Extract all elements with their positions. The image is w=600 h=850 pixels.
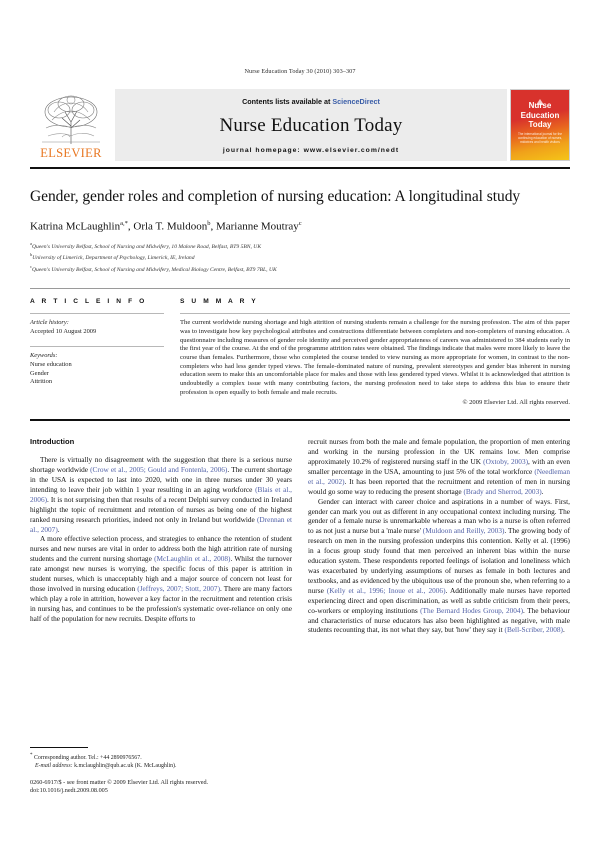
keyword-item: Gender	[30, 369, 49, 377]
sciencedirect-link[interactable]: ScienceDirect	[332, 97, 380, 106]
summary-column	[180, 298, 570, 406]
cover-title-line2: Education	[520, 110, 560, 120]
affiliation-text: Queen's University Belfast, School of Nursing and Midwifery, Medical Biology Centre, Belfast, BT9 7BL, UK	[31, 266, 277, 273]
email-value[interactable]: k.mclaughlin@qub.ac.uk (K. McLaughlin).	[74, 762, 177, 769]
summary-divider	[180, 313, 570, 314]
article-info-divider	[30, 313, 164, 314]
contents-prefix-text: Contents lists available at	[242, 97, 333, 106]
affiliation-marker: c	[30, 263, 32, 269]
author-affil-marker: a,*	[120, 220, 128, 228]
journal-homepage-link[interactable]: journal homepage: www.elsevier.com/nedt	[222, 147, 400, 154]
issn-block	[30, 779, 292, 796]
article-info-heading: A R T I C L E I N F O	[30, 298, 147, 306]
author-name: Orla T. Muldoon	[133, 220, 208, 233]
section-heading-introduction: Introduction	[30, 437, 75, 447]
journal-cover-thumbnail	[510, 89, 570, 161]
author-name: Katrina McLaughlin	[30, 220, 121, 233]
keyword-item: Attrition	[30, 378, 53, 386]
affiliation-text: University of Limerick, Department of Psychology, Limerick, IE, Ireland	[32, 255, 195, 262]
article-info-column	[30, 298, 180, 406]
keywords-label: Keywords:	[30, 352, 58, 360]
journal-banner	[115, 89, 507, 161]
journal-masthead	[30, 89, 570, 161]
info-summary-section	[30, 289, 570, 406]
author-list: Katrina McLaughlin$^{a,*}$, Orla T. Muldoon$^b$, Marianne Moutray$^c$	[30, 220, 302, 233]
email-label: E-mail address:	[35, 762, 73, 769]
email-note	[30, 762, 292, 770]
author-name: Marianne Moutray	[215, 220, 299, 233]
article-history-value: Accepted 10 August 2009	[30, 327, 97, 335]
doi-line[interactable]: doi:10.1016/j.nedt.2009.08.005	[30, 786, 108, 794]
author-affil-marker: c	[298, 220, 302, 228]
summary-heading: S U M M A R Y	[180, 298, 259, 306]
keyword-item: Nurse education	[30, 360, 72, 368]
affiliation-item	[30, 240, 570, 251]
abstract-text: The current worldwide nursing shortage and high attrition of nursing students remain a challenge for the nursing profession. The aim of this paper was to investigate how key psychological attributes and constructions differentiate between completers and non-completers of nursing education. A questionnaire including measures of gender role identity and perceived gender appropriateness of careers was administered to 384 students early in the first year of the course. At the end of the programme attrition rates were obtained. The findings indicate that males were more likely to leave the course than females. Furthermore, those who completed the course tended to view nursing as more appropriate for women, in contrast to the non-completers who had less gender typed views. The female-dominated nature of nursing, prevalent stereotypes and gender bias inherent in nursing education seem to make this an uncomfortable place for males and those with less gendered typed views. Whilst it is acknowledged that attrition is undoubtedly a complex issue with many contributing factors, the nursing profession need to take steps to address this bias to ensure their profession is open equally to both female and male recruits.	[180, 319, 570, 396]
affiliation-marker: b	[30, 252, 33, 258]
page-title: Gender, gender roles and completion of nursing education: A longitudinal study	[30, 188, 521, 206]
affiliation-item	[30, 251, 570, 262]
issn-line: 0260-6917/$ - see front matter © 2009 Elsevier Ltd. All rights reserved.	[30, 778, 209, 786]
cover-title-line3: Today	[528, 120, 552, 129]
running-head: Nurse Education Today 30 (2010) 303–307	[244, 68, 356, 75]
affiliation-list	[30, 240, 570, 274]
cover-title	[511, 101, 569, 130]
footnote-marker: *	[30, 752, 33, 758]
body-paragraph: recruit nurses from both the male and female population, the proportion of men entering and working in the nursing profession in the UK remains low. Men comprise approximately 10.2% of registered nursing staff in the UK (Oxtoby, 2003), with an even smaller percentage in the USA, amounting to just 5% of the total workforce (Needleman et al., 2002). It has been reported that the recruitment and retention of men in nursing would go some way to reducing the present shortage (Brady and Sherrod, 2003).	[308, 437, 570, 496]
cover-logo-icon	[511, 92, 569, 99]
elsevier-tree-icon	[32, 92, 110, 147]
cover-subtitle: The international journal for the continuing education of nurses, midwives and health visitors	[517, 132, 563, 144]
body-columns	[30, 437, 571, 794]
contents-lists-line	[242, 97, 380, 106]
footnote-rule	[30, 747, 88, 748]
body-section-rule	[30, 419, 570, 421]
elsevier-wordmark: ELSEVIER	[40, 146, 102, 160]
body-paragraph: A more effective selection process, and strategies to enhance the retention of student nurses and new nurses are vital in order to address both the high attrition rate of nursing students and the current nursing shortage (McLaughlin et al., 2008). Whilst the turnover rate amongst new nurses is worrying, the specific focus of this paper is attrition in student nurses, which is unacceptably high and a major source of concern not least for those involved in nursing education (Jeffreys, 2007; Stott, 2007). There are many factors which play a role in attrition, however a key factor in the recruitment and retention crisis in nursing has, and continues to be the profession's systematic over-reliance on only one half of the population for new recruits. Despite efforts to	[30, 534, 292, 623]
cover-title-line1: Nurse	[528, 101, 552, 110]
affiliation-text: Queen's University Belfast, School of Nursing and Midwifery, 10 Malone Road, Belfast, BT9 5BN, UK	[31, 243, 262, 250]
body-paragraph: Gender can interact with career choice and aspirations in a number of ways. First, gender can mark you out as different in any occupational context including nursing. The gender of a female nurse is unremarkable whereas a man who is a nurse is often referred to as not just a nurse but a 'male nurse' (Muldoon and Reilly, 2003). The growing body of research on men in the nursing profession underpins this contention. Kelly et al. (1996) in a focus group study found that men perceived an inherent bias within the nurse education system. These respondents reported feelings of isolation and loneliness which was exacerbated by underlying assumptions of nurses as female in both lectures and textbooks, and as evidenced by the ubiquitous use of the pronoun she, when referring to a nurse (Kelly et al., 1996; Inoue et al., 2006). Additionally male nurses have reported experiencing direct and open discrimination, as well as subtle criticism from their peers, co-workers or employing institutions (The Bernard Hodes Group, 2004). The behaviour and characteristics of nurse educators has also been highlighted as negative, with male students recounting that, its not what they say, but 'how' they say it (Bell-Scriber, 2008).	[308, 496, 571, 635]
journal-title: Nurse Education Today	[219, 115, 403, 136]
article-history-label: Article history:	[30, 319, 69, 327]
copyright-line: © 2009 Elsevier Ltd. All rights reserved.	[462, 399, 570, 407]
keywords-block	[30, 352, 164, 386]
elsevier-logo	[30, 89, 112, 161]
title-block	[30, 187, 570, 274]
affiliation-marker: a	[30, 240, 32, 246]
body-column-right	[308, 437, 570, 635]
corresponding-author-text: Corresponding author. Tel.: +44 2890976567.	[33, 754, 142, 761]
masthead-rule	[30, 167, 570, 169]
author-affil-marker: b	[207, 220, 211, 228]
body-column-left	[30, 437, 293, 794]
affiliation-item	[30, 263, 570, 274]
keywords-divider	[30, 346, 164, 347]
corresponding-author-note	[30, 752, 292, 762]
article-history-block	[30, 319, 164, 336]
footnote-area	[30, 747, 292, 796]
body-paragraph: There is virtually no disagreement with the suggestion that there is a serious nurse shortage worldwide (Crow et al., 2005; Gould and Fontenla, 2006). The current shortage in the USA is expected to last into 2020, with one in three nurses under 30 years intending to leave their job within 1 year resulting in an aging workforce (Blais et al., 2006). It is not surprising then that results of a recent Delphi survey conducted in Ireland highlight the topic of recruitment and retention of nurses as being one of the highest ranked nursing research priorities, indeed not only in Ireland but worldwide (Drennan et al., 2007).	[30, 455, 293, 534]
